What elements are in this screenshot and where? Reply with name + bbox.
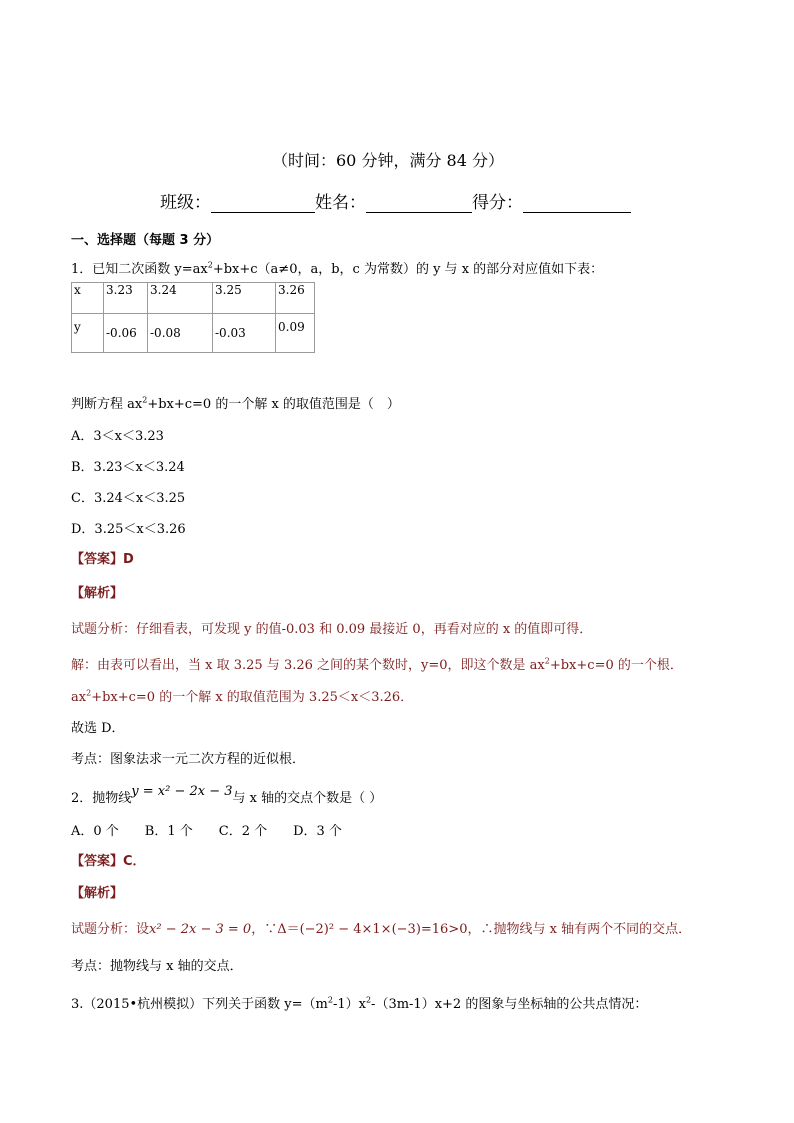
q1-analysis-label: 【解析】 xyxy=(71,586,124,601)
q1-solution-text: 解：由表可以看出，当 x 取 3.25 与 3.26 之间的某个数时，y=0，即这个数是 $ax^2+bx+c=0$ 的一个根． xyxy=(71,656,683,673)
q2-analysis-label: 【解析】 xyxy=(71,886,124,901)
table-cell: 0.09 xyxy=(276,314,315,353)
table-cell: -0.06 xyxy=(104,314,148,353)
table-cell: 3.26 xyxy=(276,283,315,314)
table-cell: 3.24 xyxy=(148,283,213,314)
table-cell: -0.03 xyxy=(213,314,276,353)
q2-analysis-formula: x² − 2x − 3 = 0 xyxy=(149,922,252,937)
score-label: 得分： xyxy=(472,193,523,213)
time-score-line: （时间：60 分钟，满分 84 分） xyxy=(272,151,504,170)
q1-analysis-text: 试题分析：仔细看表，可发现 y 的值-0.03 和 0.09 最接近 0，再看对应的 x 的值即可得． xyxy=(71,622,593,637)
section-title: 一、选择题（每题 3 分） xyxy=(71,233,220,248)
table-header-y: y xyxy=(72,314,104,353)
q1-range-text: $ax^2+bx+c=0$ 的一个解 x 的取值范围为 3.25＜x＜3.26． xyxy=(71,688,414,705)
q2-knowledge-point: 考点：抛物线与 x 轴的交点． xyxy=(71,959,243,974)
q1-answer: 【答案】D xyxy=(71,552,134,567)
q3-stem: 3.（2015•杭州模拟）下列关于函数 $y=(m^2-1)x^2-(3m-1)x+2$ 的图象与坐标轴的公共点情况： xyxy=(71,995,648,1012)
q1-option-a: A．3＜x＜3.23 xyxy=(71,429,164,444)
q1-stem: 1．已知二次函数 $y=ax^2+bx+c(a\ne 0$，a，b，c 为常数）的 y 与 x 的部分对应值如下表： xyxy=(71,260,604,277)
q2-analysis-text: 试题分析：设x² − 2x − 3 = 0，∵Δ＝(−2)² − 4×1×(−3)=16>0，∴抛物线与 x 轴有两个不同的交点． xyxy=(71,922,692,937)
q2-stem: 2．抛物线y = x² − 2x − 3与 x 轴的交点个数是（ ） xyxy=(71,784,383,806)
value-table xyxy=(71,282,315,353)
table-cell: 3.25 xyxy=(213,283,276,314)
q1-option-b: B．3.23＜x＜3.24 xyxy=(71,460,185,475)
score-field[interactable] xyxy=(523,194,631,213)
q2-answer: 【答案】C． xyxy=(71,854,146,869)
q2-formula: y = x² − 2x − 3 xyxy=(131,784,233,799)
student-info-line xyxy=(160,188,631,213)
name-field[interactable] xyxy=(366,194,472,213)
q1-question: 判断方程 $ax^2+bx+c=0$ 的一个解 x 的取值范围是（ ） xyxy=(71,395,400,412)
class-label: 班级： xyxy=(160,193,211,213)
q2-options: A．0 个 B．1 个 C．2 个 D．3 个 xyxy=(71,824,342,839)
name-label: 姓名： xyxy=(315,193,366,213)
q1-option-c: C．3.24＜x＜3.25 xyxy=(71,491,186,506)
q1-option-d: D．3.25＜x＜3.26 xyxy=(71,522,186,537)
class-field[interactable] xyxy=(211,194,315,213)
q1-knowledge-point: 考点：图象法求一元二次方程的近似根． xyxy=(71,752,306,767)
table-cell: -0.08 xyxy=(148,314,213,353)
table-cell: 3.23 xyxy=(104,283,148,314)
q1-choice-text: 故选 D． xyxy=(71,721,125,736)
table-header-x: x xyxy=(72,283,104,314)
